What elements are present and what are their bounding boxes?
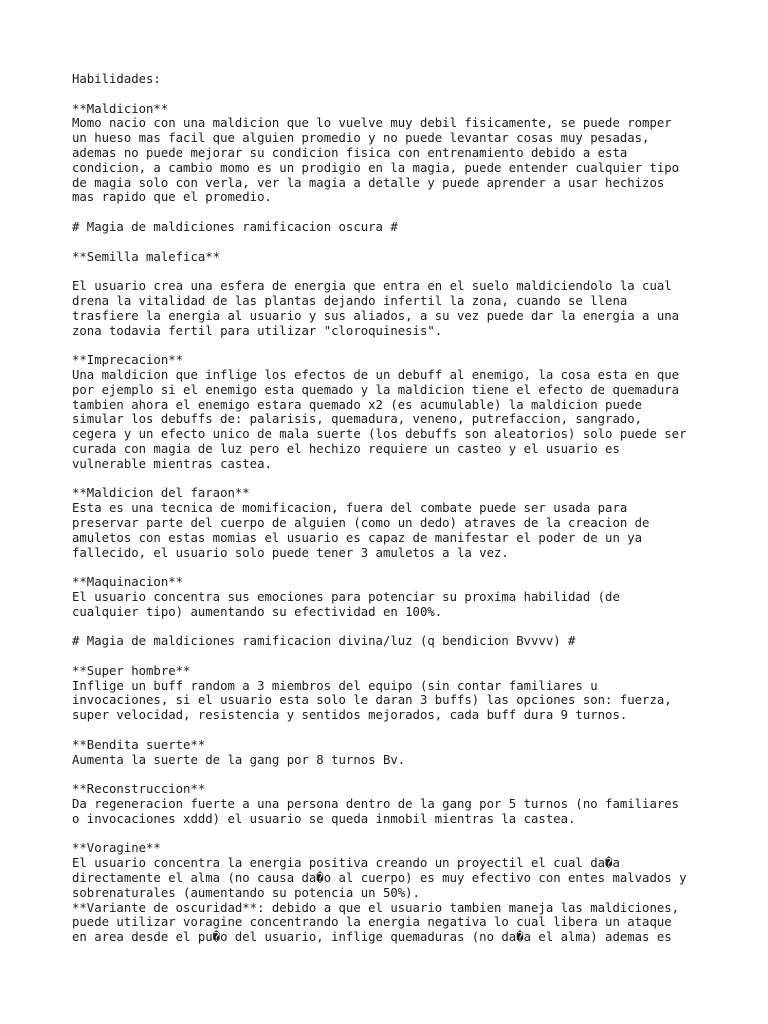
ability-title: **Semilla malefica** bbox=[72, 249, 221, 264]
text-line: Una maldicion que inflige los efectos de un debuff al enemigo, la cosa esta en que bbox=[72, 367, 680, 382]
blank-line bbox=[72, 723, 712, 738]
ability-title: **Maldicion** bbox=[72, 101, 169, 116]
text-line: **Variante de oscuridad**: debido a que el usuario tambien maneja las maldiciones, bbox=[72, 900, 680, 915]
text-line: Esta es una tecnica de momificacion, fuera del combate puede ser usada para bbox=[72, 501, 628, 516]
blank-line bbox=[72, 619, 712, 634]
text-line: curada con magia de luz pero el hechizo requiere un casteo y el usuario es bbox=[72, 441, 620, 456]
text-line: sobrenaturales (aumentando su potencia un 50%). bbox=[72, 885, 420, 900]
text-line: condicion, a cambio momo es un prodigio en la magia, puede entender cualquier tipo bbox=[72, 160, 680, 175]
blank-line bbox=[72, 649, 712, 664]
blank-line bbox=[72, 767, 712, 782]
section-heading: # Magia de maldiciones ramificacion divina/luz (q bendicion Bvvvv) # bbox=[72, 634, 576, 649]
text-line: o invocaciones xddd) el usuario se queda inmobil mientras la castea. bbox=[72, 811, 576, 826]
text-line: El usuario crea una esfera de energia que entra en el suelo maldiciendolo la cual bbox=[72, 279, 672, 294]
ability-title: **Super hombre** bbox=[72, 663, 191, 678]
text-line: amuletos con estas momias el usuario es capaz de manifestar el poder de un ya bbox=[72, 530, 643, 545]
text-line: puede utilizar voragine concentrando la energia negativa lo cual libera un ataque bbox=[72, 915, 672, 930]
ability-title: **Maldicion del faraon** bbox=[72, 486, 250, 501]
blank-line bbox=[72, 205, 712, 220]
text-line: directamente el alma (no causa da�o al cuerpo) es muy efectivo con entes malvados y bbox=[72, 871, 687, 886]
ability-title: **Voragine** bbox=[72, 841, 161, 856]
text-line: El usuario concentra sus emociones para potenciar su proxima habilidad (de bbox=[72, 589, 620, 604]
ability-title: **Bendita suerte** bbox=[72, 737, 206, 752]
text-line: drena la vitalidad de las plantas dejando infertil la zona, cuando se llena bbox=[72, 293, 628, 308]
text-line: tambien ahora el enemigo estara quemado x2 (es acumulable) la maldicion puede bbox=[72, 397, 643, 412]
text-line: fallecido, el usuario solo puede tener 3 amuletos a la vez. bbox=[72, 545, 509, 560]
blank-line bbox=[72, 338, 712, 353]
ability-title: **Reconstruccion** bbox=[72, 782, 206, 797]
text-line: de magia solo con verla, ver la magia a detalle y puede aprender a usar hechizos bbox=[72, 175, 665, 190]
text-line: zona todavia fertil para utilizar "cloroquinesis". bbox=[72, 323, 443, 338]
text-line: un hueso mas facil que alguien promedio y no puede levantar cosas muy pesadas, bbox=[72, 131, 650, 146]
blank-line bbox=[72, 472, 712, 487]
text-line: vulnerable mientras castea. bbox=[72, 456, 272, 471]
section-heading: # Magia de maldiciones ramificacion oscura # bbox=[72, 219, 398, 234]
text-line: ademas no puede mejorar su condicion fisica con entrenamiento debido a esta bbox=[72, 145, 628, 160]
blank-line bbox=[72, 827, 712, 842]
ability-title: **Maquinacion** bbox=[72, 575, 184, 590]
text-line: Da regeneracion fuerte a una persona dentro de la gang por 5 turnos (no familiares bbox=[72, 797, 680, 812]
blank-line bbox=[72, 560, 712, 575]
text-line: trasfiere la energia al usuario y sus aliados, a su vez puede dar la energia a una bbox=[72, 308, 680, 323]
text-line: mas rapido que el promedio. bbox=[72, 190, 272, 205]
text-line: por ejemplo si el enemigo esta quemado y la maldicion tiene el efecto de quemadura bbox=[72, 382, 680, 397]
text-line: en area desde el pu�o del usuario, inflige quemaduras (no da�a el alma) ademas es bbox=[72, 930, 672, 945]
text-line: Aumenta la suerte de la gang por 8 turnos Bv. bbox=[72, 752, 406, 767]
document-page bbox=[72, 72, 712, 945]
ability-title: **Imprecacion** bbox=[72, 353, 184, 368]
blank-line bbox=[72, 87, 712, 102]
text-line: super velocidad, resistencia y sentidos mejorados, cada buff dura 9 turnos. bbox=[72, 708, 628, 723]
text-line: Inflige un buff random a 3 miembros del equipo (sin contar familiares u bbox=[72, 678, 598, 693]
blank-line bbox=[72, 235, 712, 250]
document-title: Habilidades: bbox=[72, 72, 161, 86]
text-line: Momo nacio con una maldicion que lo vuelve muy debil fisicamente, se puede romper bbox=[72, 116, 672, 131]
text-line: preservar parte del cuerpo de alguien (como un dedo) atraves de la creacion de bbox=[72, 515, 650, 530]
text-line: simular los debuffs de: palarisis, quemadura, veneno, putrefaccion, sangrado, bbox=[72, 412, 643, 427]
text-line: cualquier tipo) aumentando su efectividad en 100%. bbox=[72, 604, 443, 619]
text-line: invocaciones, si el usuario esta solo le daran 3 buffs) las opciones son: fuerza, bbox=[72, 693, 672, 708]
text-line: cegera y un efecto unico de mala suerte (los debuffs son aleatorios) solo puede ser bbox=[72, 427, 687, 442]
blank-line bbox=[72, 264, 712, 279]
text-line: El usuario concentra la energia positiva creando un proyectil el cual da�a bbox=[72, 856, 620, 871]
